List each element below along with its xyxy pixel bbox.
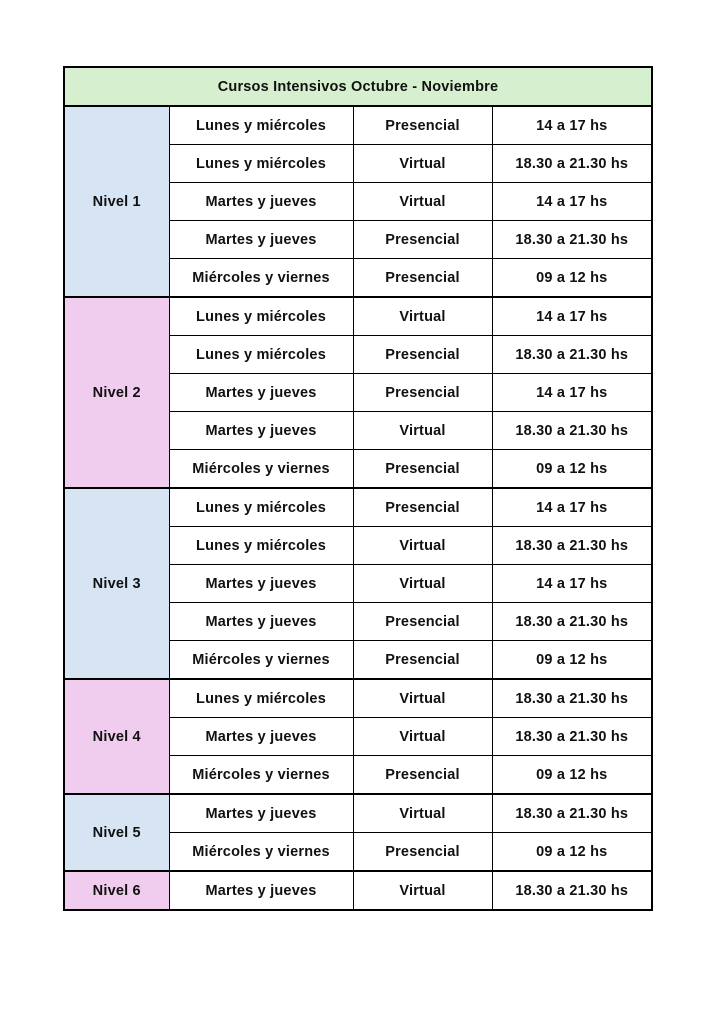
days-cell: Miércoles y viernes [169, 450, 353, 489]
time-cell: 14 a 17 hs [492, 106, 652, 145]
time-cell: 18.30 a 21.30 hs [492, 603, 652, 641]
days-cell: Lunes y miércoles [169, 527, 353, 565]
mode-cell-highlighted: Virtual [353, 183, 492, 221]
time-cell: 14 a 17 hs [492, 565, 652, 603]
days-cell: Martes y jueves [169, 603, 353, 641]
mode-cell: Virtual [353, 718, 492, 756]
mode-cell: Presencial [353, 603, 492, 641]
schedule-table [63, 66, 653, 911]
time-cell: 18.30 a 21.30 hs [492, 718, 652, 756]
mode-cell: Presencial [353, 374, 492, 412]
time-cell: 18.30 a 21.30 hs [492, 336, 652, 374]
days-cell: Miércoles y viernes [169, 833, 353, 872]
mode-cell: Virtual [353, 412, 492, 450]
level-cell-nivel-3: Nivel 3 [64, 488, 169, 679]
table-row [64, 794, 652, 833]
table-row [64, 106, 652, 145]
days-cell: Miércoles y viernes [169, 756, 353, 795]
days-cell: Lunes y miércoles [169, 336, 353, 374]
time-cell: 09 a 12 hs [492, 641, 652, 680]
level-cell-nivel-4: Nivel 4 [64, 679, 169, 794]
time-cell: 09 a 12 hs [492, 833, 652, 872]
days-cell: Martes y jueves [169, 374, 353, 412]
time-cell: 09 a 12 hs [492, 756, 652, 795]
mode-cell: Presencial [353, 488, 492, 527]
time-cell: 18.30 a 21.30 hs [492, 145, 652, 183]
mode-cell: Presencial [353, 106, 492, 145]
days-cell: Miércoles y viernes [169, 259, 353, 298]
time-cell: 18.30 a 21.30 hs [492, 794, 652, 833]
mode-cell: Virtual [353, 565, 492, 603]
days-cell-highlighted: Martes y jueves [169, 183, 353, 221]
level-cell-nivel-5: Nivel 5 [64, 794, 169, 871]
mode-cell: Presencial [353, 756, 492, 795]
level-cell-nivel-1: Nivel 1 [64, 106, 169, 297]
time-cell: 09 a 12 hs [492, 259, 652, 298]
mode-cell: Virtual [353, 871, 492, 910]
days-cell: Martes y jueves [169, 794, 353, 833]
mode-cell: Virtual [353, 145, 492, 183]
time-cell: 18.30 a 21.30 hs [492, 679, 652, 718]
time-cell: 14 a 17 hs [492, 297, 652, 336]
time-cell: 18.30 a 21.30 hs [492, 527, 652, 565]
days-cell: Lunes y miércoles [169, 679, 353, 718]
time-cell: 14 a 17 hs [492, 488, 652, 527]
time-cell: 18.30 a 21.30 hs [492, 412, 652, 450]
page-title: Cursos Intensivos Octubre - Noviembre [64, 67, 652, 106]
days-cell: Lunes y miércoles [169, 297, 353, 336]
days-cell: Martes y jueves [169, 718, 353, 756]
table-row [64, 297, 652, 336]
mode-cell: Virtual [353, 297, 492, 336]
days-cell: Lunes y miércoles [169, 488, 353, 527]
days-cell: Martes y jueves [169, 221, 353, 259]
mode-cell: Presencial [353, 833, 492, 872]
mode-cell: Virtual [353, 527, 492, 565]
table-row [64, 871, 652, 910]
mode-cell: Virtual [353, 794, 492, 833]
days-cell: Martes y jueves [169, 412, 353, 450]
title-row [64, 67, 652, 106]
time-cell: 14 a 17 hs [492, 183, 652, 221]
table-row [64, 679, 652, 718]
mode-cell: Presencial [353, 259, 492, 298]
days-cell: Martes y jueves [169, 565, 353, 603]
level-cell-nivel-2: Nivel 2 [64, 297, 169, 488]
table-row [64, 488, 652, 527]
days-cell: Lunes y miércoles [169, 145, 353, 183]
mode-cell: Presencial [353, 450, 492, 489]
mode-cell: Virtual [353, 679, 492, 718]
days-cell: Miércoles y viernes [169, 641, 353, 680]
days-cell: Lunes y miércoles [169, 106, 353, 145]
time-cell: 09 a 12 hs [492, 450, 652, 489]
time-cell: 18.30 a 21.30 hs [492, 871, 652, 910]
time-cell: 14 a 17 hs [492, 374, 652, 412]
mode-cell: Presencial [353, 336, 492, 374]
mode-cell: Presencial [353, 221, 492, 259]
time-cell: 18.30 a 21.30 hs [492, 221, 652, 259]
mode-cell: Presencial [353, 641, 492, 680]
level-cell-nivel-6: Nivel 6 [64, 871, 169, 910]
days-cell: Martes y jueves [169, 871, 353, 910]
